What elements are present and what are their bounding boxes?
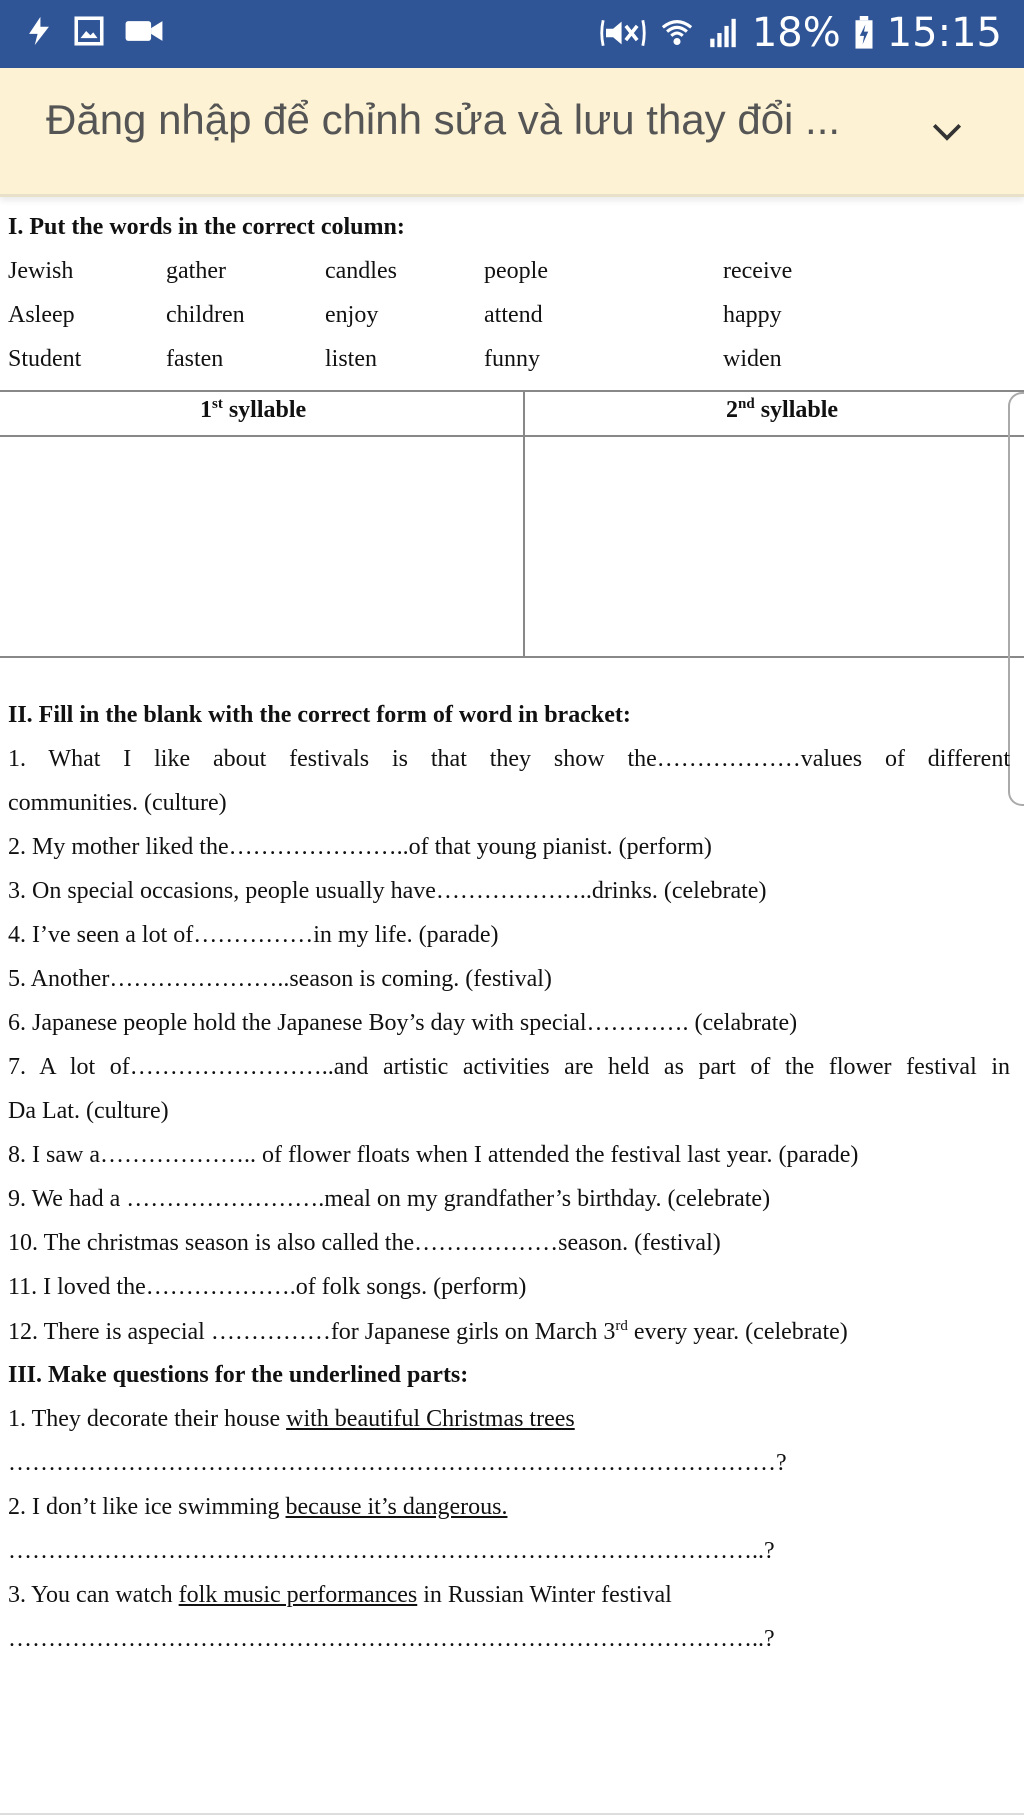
- video-icon: [122, 14, 166, 48]
- question-2-9: 9. We had a …………………….meal on my grandfather’s birthday. (celebrate): [8, 1186, 771, 1212]
- answer-line-1: ……………………………………………………………………………………?: [8, 1450, 787, 1476]
- page-divider: [0, 1813, 1024, 1815]
- battery-icon: [853, 16, 875, 50]
- question-2-2: 2. My mother liked the…………………..of that young pianist. (perform): [8, 834, 712, 860]
- wifi-icon: [660, 16, 694, 50]
- answer-line-3: …………………………………………………………………………………..?: [8, 1626, 775, 1652]
- table-border: [523, 390, 525, 658]
- word-cell: happy: [723, 302, 782, 328]
- flash-icon: [22, 14, 56, 48]
- question-2-8: 8. I saw a……………….. of flower floats when I attended the festival last year. (parade): [8, 1142, 859, 1168]
- word-cell: children: [166, 302, 245, 328]
- question-2-6: 6. Japanese people hold the Japanese Boy’s day with special…………. (celabrate): [8, 1010, 798, 1036]
- gallery-icon: [72, 14, 106, 48]
- answer-line-2: …………………………………………………………………………………..?: [8, 1538, 775, 1564]
- word-cell: gather: [166, 258, 226, 284]
- word-cell: fasten: [166, 346, 224, 372]
- question-2-7-line1: 7. A lot of……………………..and artistic activities are held as part of the flower festival in: [8, 1054, 1010, 1080]
- question-2-5: 5. Another…………………..season is coming. (festival): [8, 966, 552, 992]
- banner-text: Đăng nhập để chỉnh sửa và lưu thay đổi ...: [46, 96, 841, 143]
- question-3-3: 3. You can watch folk music performances in Russian Winter festival: [8, 1582, 672, 1608]
- clock: 15:15: [886, 10, 1002, 56]
- question-3-1: 1. They decorate their house with beautiful Christmas trees: [8, 1406, 575, 1432]
- question-2-10: 10. The christmas season is also called the………………season. (festival): [8, 1230, 721, 1256]
- word-cell: people: [484, 258, 548, 284]
- column-header-1st-syllable: 1st syllable: [200, 396, 307, 423]
- question-2-12: 12. There is aspecial ……………for Japanese girls on March 3rd every year. (celebrate): [8, 1318, 848, 1345]
- section2-title: II. Fill in the blank with the correct form of word in bracket:: [8, 702, 631, 728]
- question-3-2: 2. I don’t like ice swimming because it’s dangerous.: [8, 1494, 508, 1520]
- question-2-11: 11. I loved the……………….of folk songs. (perform): [8, 1274, 527, 1300]
- mute-icon: [598, 16, 648, 50]
- word-cell: attend: [484, 302, 543, 328]
- question-2-4: 4. I’ve seen a lot of……………in my life. (parade): [8, 922, 499, 948]
- edit-login-banner[interactable]: [0, 68, 1024, 197]
- word-cell: enjoy: [325, 302, 379, 328]
- page-edge-bracket: [1008, 392, 1024, 806]
- question-2-1-line2: communities. (culture): [8, 790, 227, 816]
- table-border: [0, 656, 1024, 658]
- battery-percent: 18%: [751, 10, 841, 56]
- syllable-table: [0, 390, 1024, 658]
- word-cell: funny: [484, 346, 540, 372]
- word-cell: widen: [723, 346, 782, 372]
- chevron-down-icon[interactable]: [930, 114, 964, 148]
- column-header-2nd-syllable: 2nd syllable: [726, 396, 839, 423]
- word-cell: Student: [8, 346, 82, 372]
- question-2-7-line2: Da Lat. (culture): [8, 1098, 169, 1124]
- question-2-3: 3. On special occasions, people usually have………………..drinks. (celebrate): [8, 878, 767, 904]
- question-2-1-line1: 1. What I like about festivals is that they show the………………values of different: [8, 746, 1010, 772]
- word-cell: Asleep: [8, 302, 75, 328]
- word-cell: candles: [325, 258, 397, 284]
- word-cell: listen: [325, 346, 377, 372]
- status-bar: [0, 0, 1024, 68]
- section1-title: I. Put the words in the correct column:: [8, 214, 405, 240]
- table-border: [0, 435, 1024, 437]
- signal-icon: [706, 16, 740, 50]
- word-cell: receive: [723, 258, 793, 284]
- section3-title: III. Make questions for the underlined parts:: [8, 1362, 469, 1388]
- table-border: [0, 390, 1024, 392]
- word-cell: Jewish: [8, 258, 74, 284]
